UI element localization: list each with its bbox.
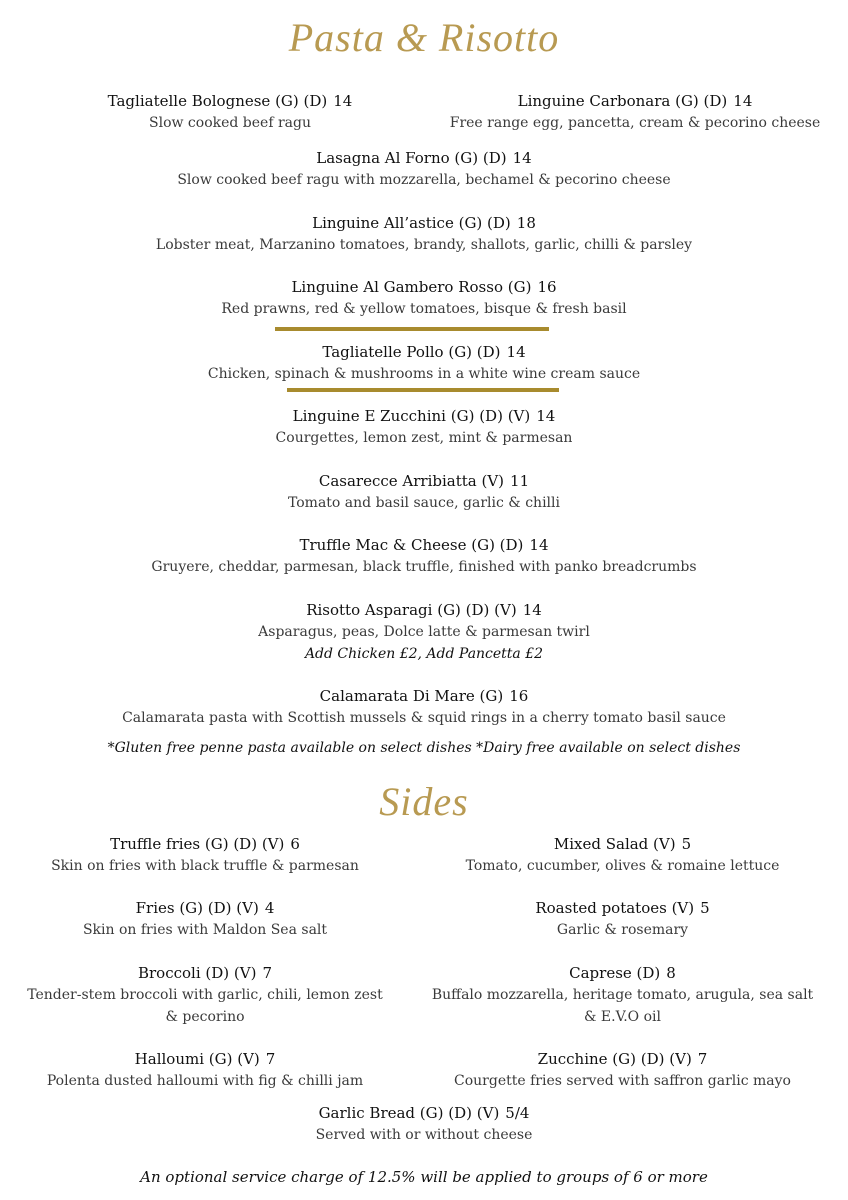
item-name: Linguine Al Gambero Rosso (G) (291, 278, 532, 296)
item-name: Halloumi (G) (V) (134, 1050, 260, 1068)
menu-item (440, 90, 830, 134)
menu-item (40, 685, 808, 729)
item-description: Slow cooked beef ragu (149, 115, 311, 131)
menu-item (20, 1048, 390, 1092)
item-price: 4 (264, 899, 275, 917)
menu-item (40, 405, 808, 449)
item-price: 16 (509, 687, 529, 705)
divider-line (287, 388, 559, 392)
item-name: Truffle fries (G) (D) (V) (110, 835, 285, 853)
item-description: Tomato, cucumber, olives & romaine lettuce (465, 858, 780, 874)
menu-item (430, 962, 815, 1028)
item-description: Served with or without cheese (315, 1127, 533, 1143)
item-price: 16 (537, 278, 557, 296)
item-price: 18 (516, 214, 536, 232)
item-name: Linguine All’astice (G) (D) (312, 214, 511, 232)
item-name: Tagliatelle Bolognese (G) (D) (107, 92, 328, 110)
item-description: Courgette fries served with saffron garlic mayo (454, 1073, 791, 1089)
item-description: Gruyere, cheddar, parmesan, black truffle, finished with panko breadcrumbs (151, 559, 697, 575)
item-name: Risotto Asparagi (G) (D) (V) (306, 601, 517, 619)
menu-item (20, 962, 390, 1028)
item-name: Truffle Mac & Cheese (G) (D) (299, 536, 524, 554)
item-description: Slow cooked beef ragu with mozzarella, bechamel & pecorino cheese (177, 172, 671, 188)
item-description: Courgettes, lemon zest, mint & parmesan (275, 430, 573, 446)
item-name: Tagliatelle Pollo (G) (D) (322, 343, 501, 361)
item-description: Free range egg, pancetta, cream & pecorino cheese (449, 115, 821, 131)
item-addon: Add Chicken £2, Add Pancetta £2 (304, 646, 544, 662)
item-name: Linguine Carbonara (G) (D) (517, 92, 728, 110)
item-price: 7 (697, 1050, 708, 1068)
dietary-note: *Gluten free penne pasta available on select dishes *Dairy free available on select dishes (107, 740, 741, 756)
item-description: Garlic & rosemary (556, 922, 689, 938)
item-price: 7 (265, 1050, 276, 1068)
item-price: 5 (681, 835, 692, 853)
item-price: 8 (666, 964, 676, 982)
menu-item (60, 90, 400, 134)
menu-item (40, 212, 808, 256)
menu-item (40, 470, 808, 514)
item-name: Lasagna Al Forno (G) (D) (316, 149, 507, 167)
item-description: Polenta dusted halloumi with fig & chilli jam (46, 1073, 364, 1089)
item-name: Calamarata Di Mare (G) (319, 687, 504, 705)
item-price: 14 (333, 92, 353, 110)
item-description: Skin on fries with Maldon Sea salt (82, 922, 328, 938)
item-name: Linguine E Zucchini (G) (D) (V) (292, 407, 531, 425)
menu-item (40, 276, 808, 320)
menu-item (40, 599, 808, 665)
item-description: Red prawns, red & yellow tomatoes, bisque & fresh basil (221, 301, 627, 317)
item-name: Broccoli (D) (V) (137, 964, 257, 982)
item-name: Casarecce Arribiatta (V) (318, 472, 505, 490)
item-description: Asparagus, peas, Dolce latte & parmesan twirl (258, 624, 590, 640)
menu-item (40, 147, 808, 191)
menu-item (40, 534, 808, 578)
menu-item (430, 833, 815, 877)
item-name: Fries (G) (D) (V) (135, 899, 259, 917)
menu-item (20, 833, 390, 877)
item-description: Lobster meat, Marzanino tomatoes, brandy, shallots, garlic, chilli & parsley (155, 237, 693, 253)
item-name: Caprese (D) (569, 964, 661, 982)
menu-item (430, 897, 815, 941)
menu-item (430, 1048, 815, 1092)
item-price: 6 (290, 835, 300, 853)
item-description: Calamarata pasta with Scottish mussels & squid rings in a cherry tomato basil sauce (122, 710, 726, 726)
item-description: Tomato and basil sauce, garlic & chilli (288, 495, 560, 511)
item-description: Chicken, spinach & mushrooms in a white wine cream sauce (207, 366, 641, 382)
menu-item (20, 897, 390, 941)
menu-item (40, 341, 808, 385)
item-name: Roasted potatoes (V) (535, 899, 695, 917)
item-name: Garlic Bread (G) (D) (V) (318, 1104, 500, 1122)
item-price: 14 (733, 92, 753, 110)
item-price: 14 (529, 536, 549, 554)
sides-heading: Sides (379, 779, 469, 824)
item-name: Zucchine (G) (D) (V) (537, 1050, 692, 1068)
item-description: Tender-stem broccoli with garlic, chili, lemon zest & pecorino (27, 987, 383, 1025)
item-price: 14 (522, 601, 542, 619)
divider-line (275, 327, 549, 331)
item-description: Buffalo mozzarella, heritage tomato, arugula, sea salt & E.V.O oil (431, 987, 814, 1025)
item-price: 5/4 (505, 1104, 530, 1122)
item-price: 11 (510, 472, 530, 490)
item-description: Skin on fries with black truffle & parmesan (51, 858, 359, 874)
item-price: 5 (700, 899, 710, 917)
item-price: 14 (536, 407, 556, 425)
service-charge-note: An optional service charge of 12.5% will be applied to groups of 6 or more (140, 1168, 708, 1186)
pasta-risotto-heading: Pasta & Risotto (288, 15, 560, 60)
item-name: Mixed Salad (V) (553, 835, 676, 853)
item-price: 14 (512, 149, 532, 167)
item-price: 14 (506, 343, 526, 361)
item-price: 7 (262, 964, 272, 982)
menu-item (40, 1102, 808, 1146)
